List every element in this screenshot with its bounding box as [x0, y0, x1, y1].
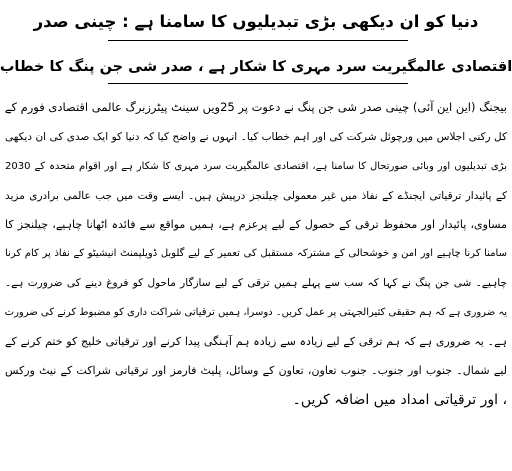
body-line: یہ ضروری ہے کہ ہم حقیقی کثیرالجہتی پر عمل کریں۔ دوسرا، ہمیں ترقیاتی شراکت داری کو مضبوط کرنے کی ضرورت: [5, 307, 507, 318]
body-line: چاہیے۔ شی جن پنگ نے کہا کہ سب سے پہلے ہمیں ترقی کے لیے سازگار ماحول کو فروغ دینے کی ضرورت ہے۔: [5, 277, 507, 289]
body-line: بڑی تبدیلیوں اور وبائی صورتحال کا سامنا ہے، اقتصادی عالمگیریت سرد مہری کا شکار ہے اور اقوام متحدہ کے 2030: [5, 161, 507, 172]
body-line: ، اور ترقیاتی امداد میں اضافہ کریں۔: [292, 392, 507, 408]
headline-line-1: دنیا کو ان دیکھی بڑی تبدیلیوں کا سامنا ہے : چینی صدر: [33, 11, 479, 31]
body-line: کل رکنی اجلاس میں ورچوئل شرکت کی اور اہم خطاب کیا۔ انہوں نے واضح کیا کہ دنیا کو ایک صدی کی ان دیکھی: [5, 131, 507, 143]
body-line: بیجنگ (این این آئی) چینی صدر شی جن پنگ نے دعوت پر 25ویں سینٹ پیٹرزبرگ عالمی اقتصادی فورم کے: [5, 100, 507, 114]
body-line: سامنا کرنا چاہیے اور امن و خوشحالی کے مشترکہ مستقبل کی تعمیر کے لیے گلوبل ڈویلپمنٹ انیشیٹو کے نفاذ پر کام کرنا: [5, 248, 507, 259]
body-line: ہے۔ یہ ضروری ہے کہ ہم ترقی کے لیے زیادہ سے زیادہ ہم آہنگی پیدا کرنے اور ترقیاتی خلیج کو ختم کرنے کے: [5, 335, 507, 348]
headline-line-2: اقتصادی عالمگیریت سرد مہری کا شکار ہے ، صدر شی جن پنگ کا خطاب: [0, 59, 512, 75]
body-line: مساوی، پائیدار اور محفوظ ترقی کے حصول کے لیے پرعزم ہے، ہمیں مواقع سے فائدہ اٹھانا چاہیے، چیلنجز کا: [5, 218, 507, 231]
body-line: کے پائیدار ترقیاتی ایجنڈے کے نفاذ میں غیر معمولی چیلنجز درپیش ہیں۔ ایسے وقت میں جب عالمی برادری مزید: [5, 190, 507, 202]
body-line: لیے شمال۔ جنوب اور جنوب۔ جنوب تعاون، تعاون کے وسائل، پلیٹ فارمز اور ترقیاتی شراکت کے نیٹ ورکس: [5, 364, 507, 377]
